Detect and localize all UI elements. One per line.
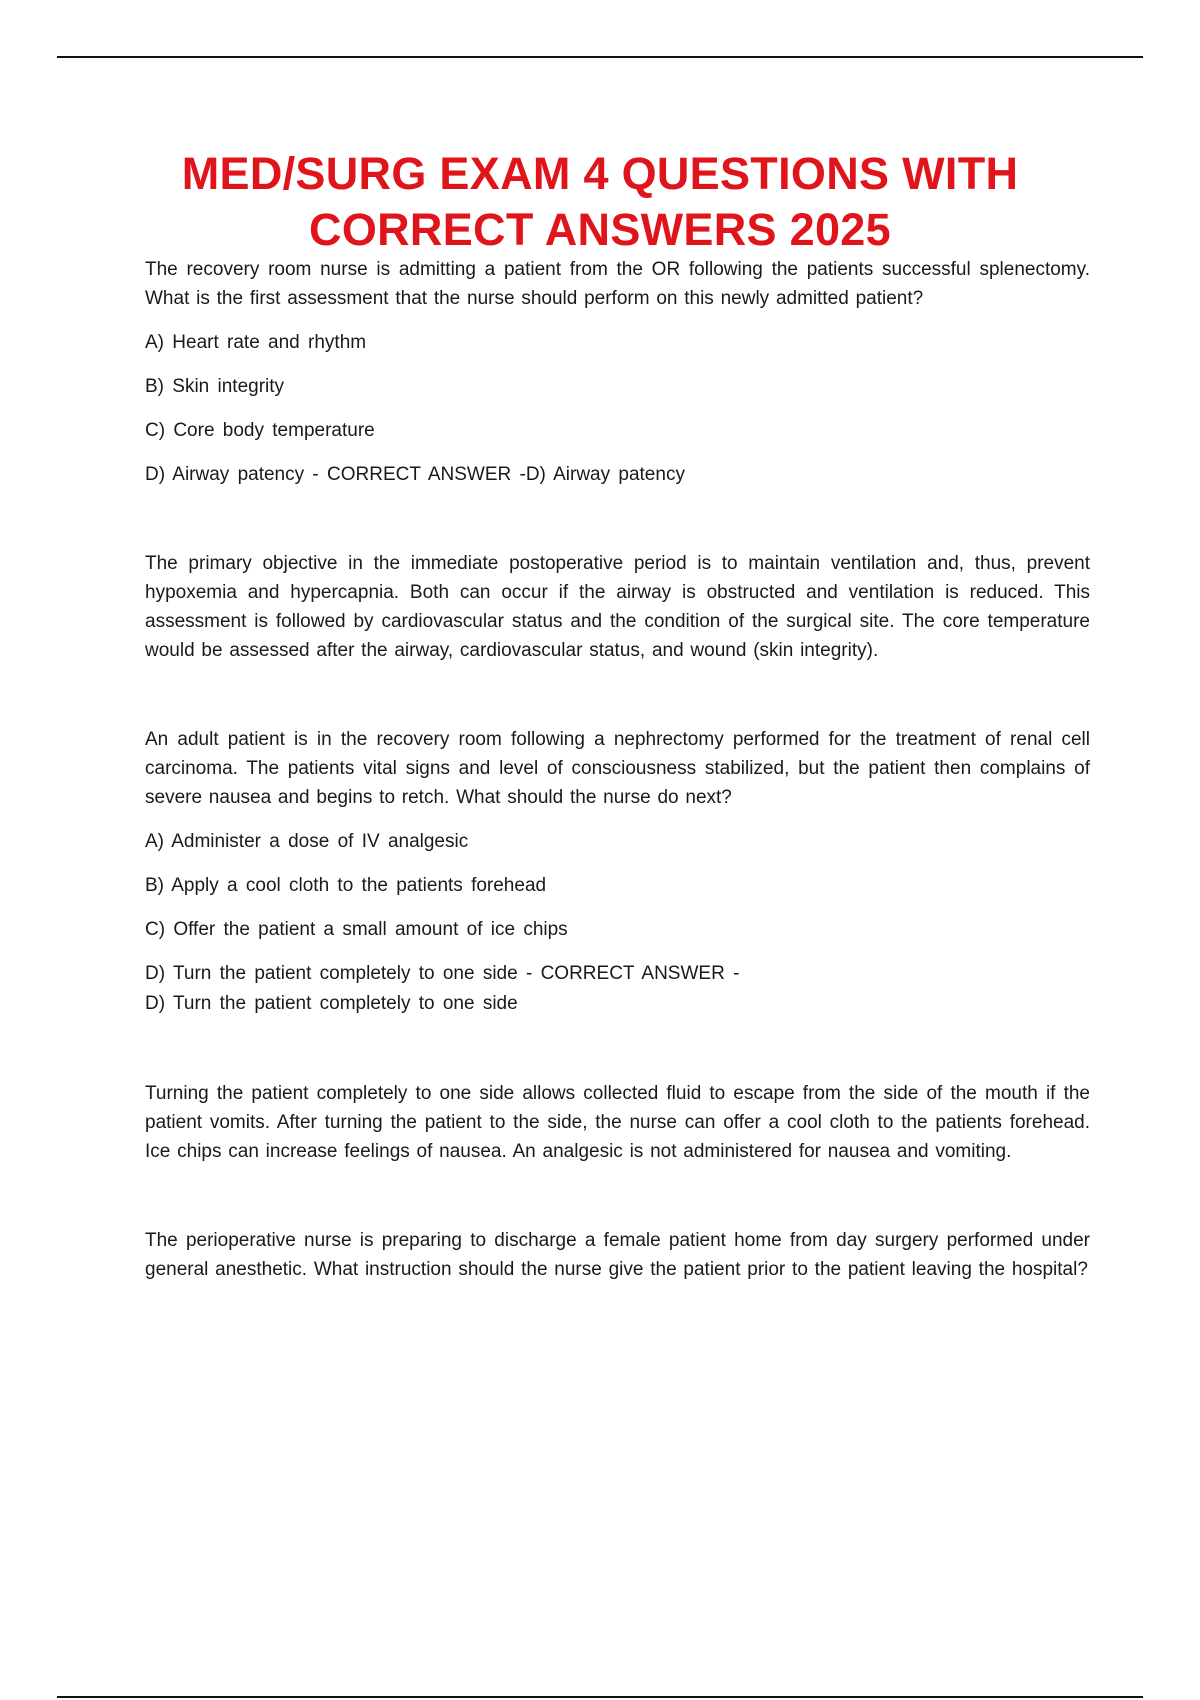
top-rule [57, 56, 1143, 58]
bottom-rule [57, 1696, 1143, 1698]
q2-option-c: C) Offer the patient a small amount of ice chips [145, 919, 568, 940]
q2-option-d-line-1: D) Turn the patient completely to one side - CORRECT ANSWER - [145, 963, 740, 984]
q2-option-a: A) Administer a dose of IV analgesic [145, 831, 469, 852]
q1-option-c: C) Core body temperature [145, 420, 375, 441]
q2-option-b: B) Apply a cool cloth to the patients forehead [145, 875, 547, 896]
document-title [0, 146, 1200, 258]
q1-rationale: The primary objective in the immediate postoperative period is to maintain ventilation and, thus, prevent hypoxemia and hypercapnia. Both can occur if the airway is obstructed and ventilation is reduced. This assessment is followed by cardiovascular status and the condition of the surgical site. The core temperature would be assessed after the airway, cardiovascular status, and wound (skin integrity). [145, 553, 1090, 661]
q2-option-d-line-2: D) Turn the patient completely to one side [145, 993, 518, 1014]
document-body [145, 255, 1090, 1284]
q2-rationale: Turning the patient completely to one side allows collected fluid to escape from the side of the mouth if the patient vomits. After turning the patient to the side, the nurse can offer a cool cloth to the patients forehead. Ice chips can increase feelings of nausea. An analgesic is not administered for nausea and vomiting. [145, 1083, 1090, 1162]
q1-option-b: B) Skin integrity [145, 376, 285, 397]
question-3: The perioperative nurse is preparing to discharge a female patient home from day surgery performed under general anesthetic. What instruction should the nurse give the patient prior to the patient leaving the hospital? [145, 1230, 1090, 1280]
question-1: The recovery room nurse is admitting a patient from the OR following the patients successful splenectomy. What is the first assessment that the nurse should perform on this newly admitted patient? [145, 259, 1090, 309]
q1-option-a: A) Heart rate and rhythm [145, 332, 367, 353]
title-line-1: MED/SURG EXAM 4 QUESTIONS WITH [181, 148, 1019, 199]
question-2: An adult patient is in the recovery room following a nephrectomy performed for the treatment of renal cell carcinoma. The patients vital signs and level of consciousness stabilized, but the patient then complains of severe nausea and begins to retch. What should the nurse do next? [145, 729, 1090, 808]
title-line-2: CORRECT ANSWERS 2025 [309, 204, 891, 255]
q1-option-d-answer: D) Airway patency - CORRECT ANSWER -D) Airway patency [145, 464, 685, 485]
